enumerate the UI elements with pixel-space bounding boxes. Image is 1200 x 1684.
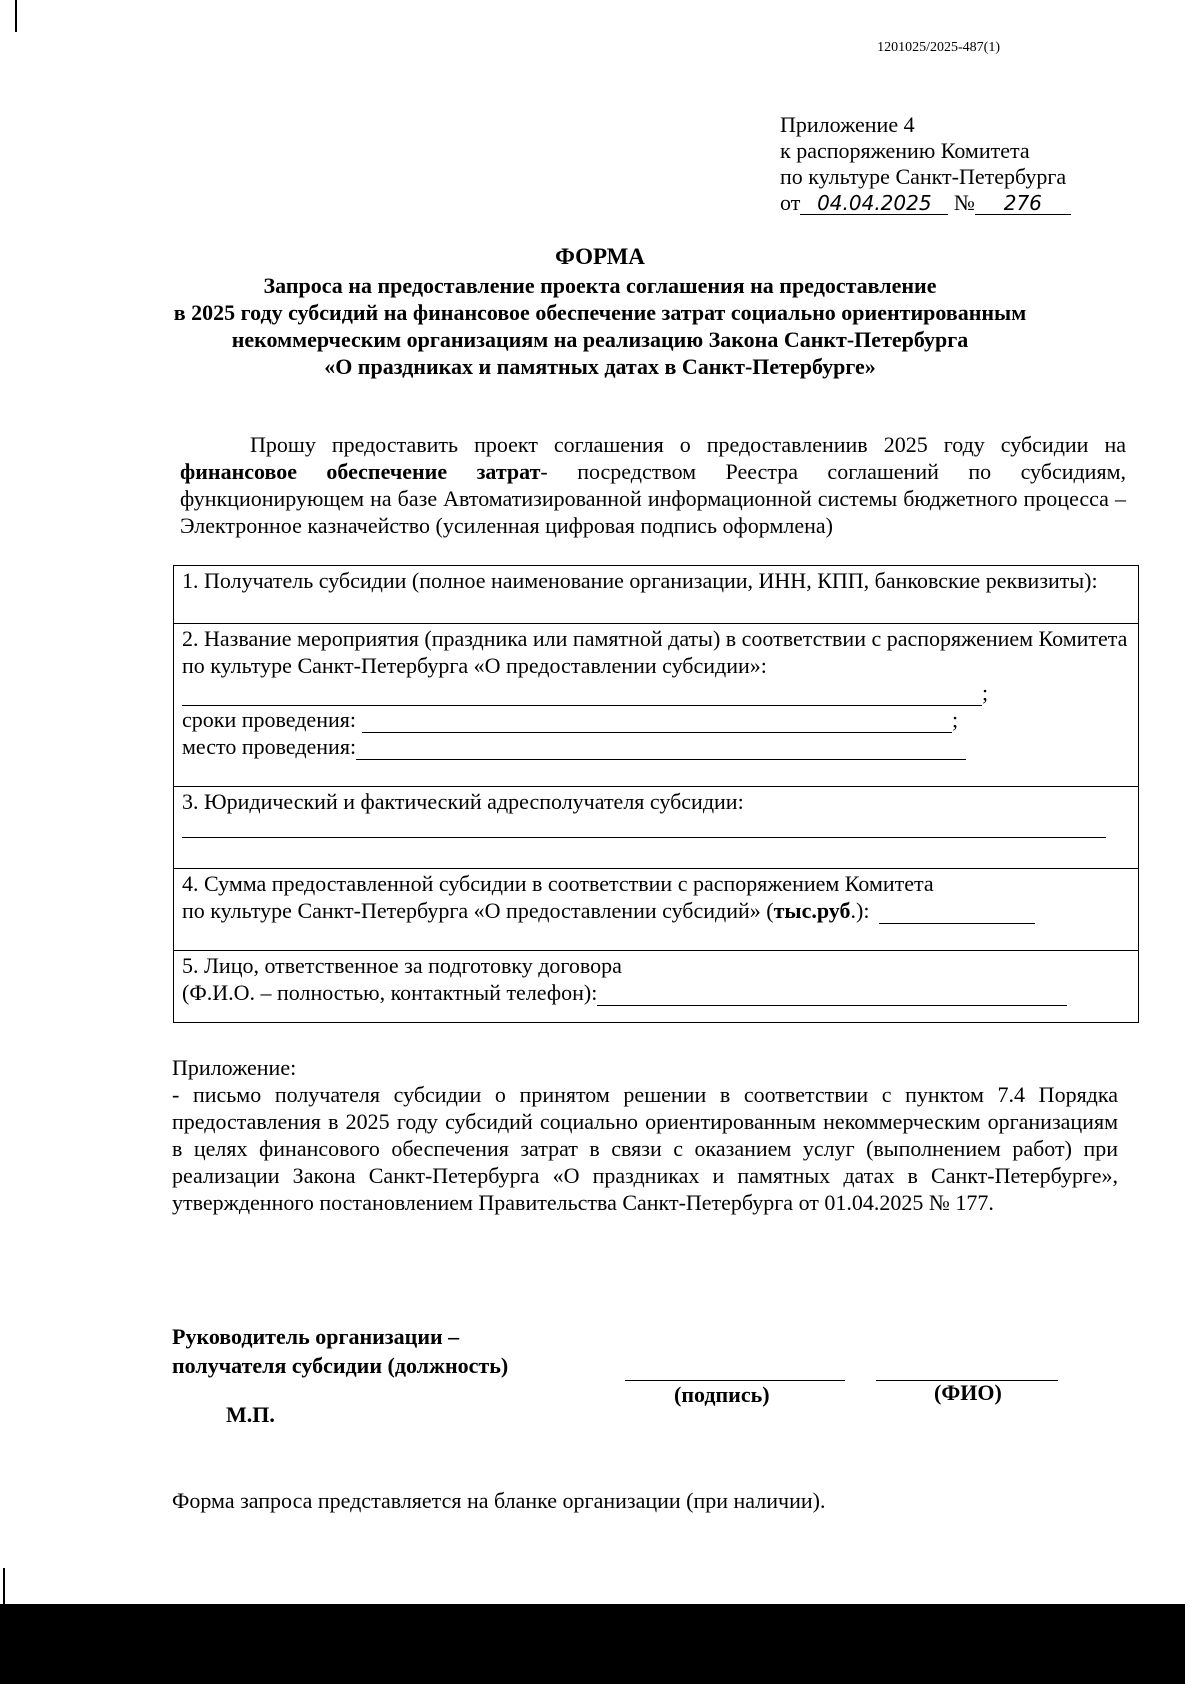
number-prefix: № [953, 190, 975, 215]
field-amount-row [182, 897, 1130, 924]
title-line-1: Запроса на предоставление проекта соглашения на предоставление [263, 273, 937, 298]
form-heading: ФОРМА [555, 244, 645, 269]
attachments-text: - письмо получателя субсидии о принятом решении в соответствии с пунктом 7.4 Порядка предоставления в 2025 году субсидий социально ориентированным некоммерческим организациям в целях финансового обеспечения затрат в связи с оказанием услуг (выполнением работ) при реализации Закона Санкт-Петербурга «О праздниках и памятных датах в Санкт-Петербурге», утвержденного постановлением Правительства Санкт-Петербурга от 01.04.2025 № 177. [172, 1082, 1118, 1215]
responsible-blank[interactable] [597, 983, 1067, 1006]
field-recipient-label: 1. Получатель субсидии (полное наименование организации, ИНН, КПП, банковские реквизиты): [182, 568, 1098, 593]
scan-edge-mark [15, 0, 17, 32]
request-text-2: - посредством Реестра соглашений по субсидиям, функционирующем на базе Автоматизированной информационной системы бюджетного процесса – Электронное казначейство (усиленная цифровая подпись оформлена) [180, 459, 1126, 538]
appendix-line-3: по культуре Санкт-Петербурга [780, 164, 1067, 189]
signature-caption: (подпись) [674, 1382, 770, 1407]
field-event-label: 2. Название мероприятия (праздника или памятной даты) в соответствии с распоряжением Комитета по культуре Санкт-Петербурга «О предоставлении субсидии»: [182, 626, 1128, 678]
request-paragraph [180, 431, 1126, 539]
amount-blank[interactable] [879, 901, 1035, 924]
field-event [174, 623, 1138, 786]
appendix-line-1: Приложение 4 [780, 112, 915, 137]
scan-bottom-bar [0, 1604, 1185, 1684]
title-line-3: некоммерческим организациям на реализацию Закона Санкт-Петербурга [231, 327, 969, 352]
event-place-blank[interactable] [356, 737, 966, 760]
attachments-section [172, 1054, 1118, 1216]
field-amount-line-1: 4. Сумма предоставленной субсидии в соответствии с распоряжением Комитета [182, 871, 934, 896]
event-dates-label: сроки проведения: [182, 707, 356, 732]
field-amount [174, 868, 1138, 950]
request-text-1: Прошу предоставить проект соглашения о предоставлениив 2025 году субсидии на [250, 432, 1126, 457]
appendix-header [780, 112, 1071, 216]
event-dates-end: ; [951, 707, 959, 732]
address-blank[interactable] [182, 815, 1106, 838]
field-responsible-row [182, 979, 1130, 1006]
field-recipient [174, 566, 1138, 623]
request-bold-text: финансовое обеспечение затрат [180, 459, 541, 484]
footer-note: Форма запроса представляется на бланке организации (при наличии). [172, 1488, 826, 1513]
document-number: 1201025/2025-487(1) [877, 40, 1000, 55]
signatory-line-2: получателя субсидии (должность) [172, 1353, 509, 1378]
order-date-line [780, 190, 1071, 216]
signatory-title [172, 1322, 508, 1380]
field-responsible-line-1: 5. Лицо, ответственное за подготовку договора [182, 953, 622, 978]
title-line-2: в 2025 году субсидий на финансовое обеспечение затрат социально ориентированным [173, 300, 1027, 325]
field-address-label: 3. Юридический и фактический адресполучателя субсидии: [182, 789, 744, 814]
attachments-heading: Приложение: [172, 1055, 297, 1080]
handwritten-date: 04.04.2025 [800, 192, 948, 215]
event-name-end: ; [982, 680, 989, 705]
field-amount-line-2: по культуре Санкт-Петербурга «О предоставлении субсидий» ( [182, 898, 774, 923]
event-name-row [182, 679, 1130, 706]
event-dates-row [182, 706, 1130, 733]
form-table [173, 565, 1139, 1023]
event-name-blank[interactable] [182, 683, 982, 706]
event-dates-blank[interactable] [362, 710, 952, 733]
event-place-label: место проведения: [182, 734, 357, 759]
address-row [182, 815, 1130, 838]
field-address [174, 786, 1138, 868]
signatory-line-1: Руководитель организации – [172, 1324, 460, 1349]
event-place-row [182, 733, 1130, 760]
title-line-4: «О праздниках и памятных датах в Санкт-Петербурге» [324, 354, 876, 379]
name-caption: (ФИО) [934, 1380, 1002, 1405]
appendix-line-2: к распоряжению Комитета [780, 138, 1030, 163]
field-responsible [174, 950, 1138, 1022]
field-amount-unit: тыс.руб [773, 898, 851, 923]
field-amount-end: .): [850, 898, 870, 923]
handwritten-number: 276 [975, 192, 1071, 215]
signature-blank[interactable] [625, 1380, 845, 1381]
stamp-place: М.П. [226, 1402, 275, 1427]
date-prefix: от [780, 190, 801, 215]
scan-edge-mark [3, 1568, 5, 1606]
form-title [150, 243, 1050, 380]
field-responsible-line-2: (Ф.И.О. – полностью, контактный телефон): [182, 980, 598, 1005]
